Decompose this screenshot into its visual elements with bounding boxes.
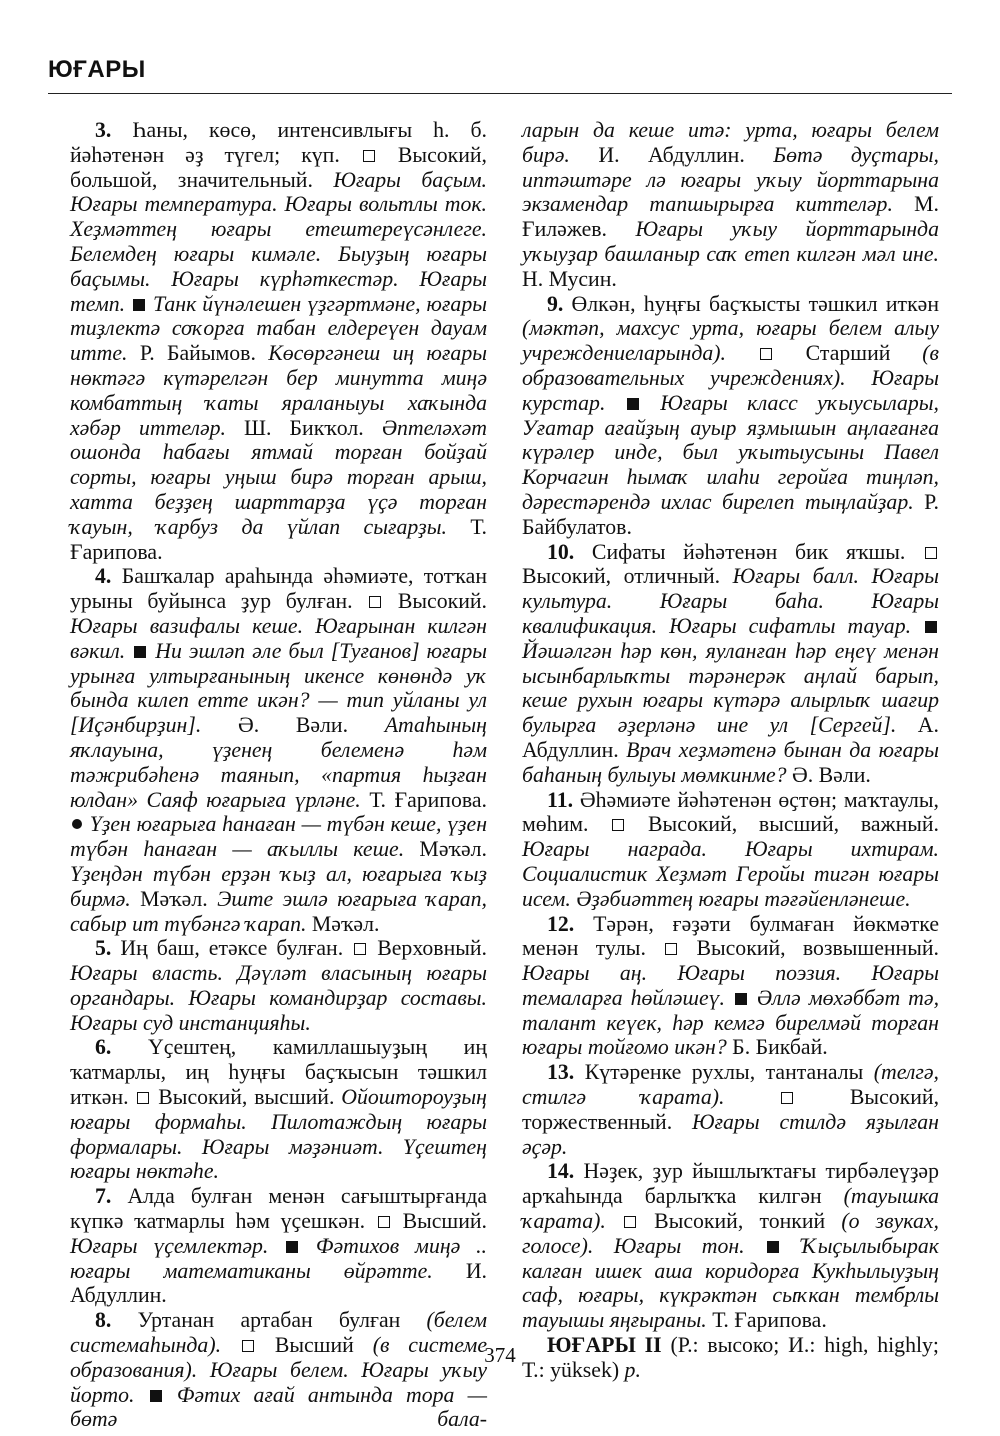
page-number: 374 — [484, 1343, 516, 1367]
dictionary-paragraph: 4. Башҡалар араһында әһәмиәте, тотҡан урыны буйынса ҙур булған. Высокий. Юғары вазифалы кеше. Юғарынан килгән вәкил. Ни эшләп әле был [Туғанов] юғары урынға ултырғанының икенсе көнөндә уҡ бында килеп етте икән? — тип уйланы ул [Иҫәнбирҙин]. Ә. Вәли. Атаһының яҡлауына, үҙенең белеменә һәм тәжрибәһенә таянып, «партия һыҙған юлдан» Саяф юғарыға үрләне. Т. Ғарипова. Үҙен юғарыға һанаған — түбән кеше, үҙен түбән һанаған — аҡыллы кеше. Мәҡәл. Үҙеңдән түбән ерҙән ҡыҙ ал, юғарыға ҡыҙ бирмә. Мәҡәл. Эште эшлә юғарыға ҡарап, сабыр ит түбәнгә ҡарап. Мәҡәл. — [70, 564, 488, 936]
square-icon — [624, 1216, 636, 1228]
dictionary-paragraph: ЮҒАРЫ II (Р.: высоко; И.: high, highly; Т.: yüksek) р. — [522, 1333, 939, 1382]
square-icon — [781, 1092, 793, 1104]
black-square-icon — [150, 1390, 162, 1402]
black-square-icon — [767, 1241, 779, 1253]
square-icon — [354, 943, 366, 955]
dictionary-paragraph: 10. Сифаты йәһәтенән бик яҡшы. Высокий, отличный. Юғары балл. Юғары культура. Юғары баһа. Юғары квалификация. Юғары сифатлы тауар. Йәшәлгән һәр көн, яуланған һәр еңеү менән ысынбарлыҡты тәрәнерәк аңлай барып, кеше рухын юғары күтәрә алырлыҡ шағир булырға әҙерләнә ине ул [Сергей]. А. Абдуллин. Врач хеҙмәтенә бынан да юғары баһаның булыуы мөмкинме? Ә. Вәли. — [522, 539, 940, 787]
square-icon — [363, 150, 375, 162]
dictionary-paragraph: 11. Әһәмиәте йәһәтенән өҫтөн; маҡтаулы, мөһим. Высокий, высший, важный. Юғары награда. Юғары ихтирам. Социалистик Хеҙмәт Геройы тигән юғары исем. Әҙәбиәттең юғары тәғәйенләнеше. — [522, 787, 939, 911]
dictionary-paragraph: 8. Уртанан артабан булған (белем системаһында). Высший (в системе образования). Юғары белем. Юғары уҡыу йорто. Фәтих ағай антында тора — бөтә бала- — [70, 1308, 487, 1432]
square-icon — [369, 596, 381, 608]
square-icon — [612, 819, 624, 831]
square-icon — [760, 348, 772, 360]
black-square-icon — [627, 398, 639, 410]
bullet-icon — [72, 819, 82, 829]
header-rule — [48, 93, 952, 94]
dictionary-paragraph: 9. Өлкән, һуңғы баҫҡысты тәшкил иткән (мәктәп, махсус урта, юғары белем алыу учреждениеларында). Старший (в образовательных учреждениях). Юғары курстар. Юғары класс уҡыусылары, Уғатар ағайҙың ауыр яҙмышын аңлағанға күрәлер инде, был уҡытыусыны Павел Корчагин һымаҡ илаһи геройға тиңләп, дәрестәрендә ихлас бирелеп тыңлайҙар. Р. Байбулатов. — [522, 291, 940, 539]
header-word: ЮҒАРЫ — [48, 56, 146, 83]
dictionary-paragraph: 3. Һаны, көсө, интенсивлығы һ. б. йәһәтенән әҙ түгел; күп. Высокий, большой, значительный. Юғары баҫым. Юғары температура. Юғары вольтлы ток. Хеҙмәттең юғары етештереүсәнлеге. Белемдең юғары кимәле. Быуҙың юғары баҫымы. Юғары күрһәткестәр. Юғары темп. Танк йүнәлешен үҙгәртмәне, юғары тиҙлектә соҡорға табан елдереүен дауам итте. Р. Байымов. Көсөргәнеш иң юғары нөктәгә күтәрелгән бер минутта миңә комбаттың ҡаты яраланыуы хаҡында хәбәр иттеләр. Ш. Бикҡол. Әптеләхәт ошонда һабағы ятмай торған бойҙай сорты, юғары уңыш бирә торған арыш, хатта беҙҙең шарттарҙа үҫә торған ҡауын, ҡарбуз да үйлап сығарҙы. Т. Ғарипова. — [70, 118, 488, 564]
black-square-icon — [133, 299, 145, 311]
black-square-icon — [286, 1241, 298, 1253]
dictionary-paragraph: 12. Тәрән, ғәҙәти булмаған йөкмәтке менән тулы. Высокий, возвышенный. Юғары аң. Юғары поэзия. Юғары темаларға һөйләшеү. Әллә мөхәббәт тә, талант кеүек, һәр кемгә бирелмәй торған юғары тойғомо икән? Б. Бикбай. — [522, 911, 940, 1060]
left-column — [70, 118, 487, 1432]
dictionary-paragraph: 14. Нәҙек, ҙур йышлыҡтағы тирбәлеүҙәр арҡаһында барлыҡҡа килгән (тауышка ҡарата). Высокий, тонкий (о звуках, голосе). Юғары тон. Ҡыҫылыбырак калған ишек аша коридорға Кукһылыуҙың саф, юғары, күкрәктән сыҡкан тембрлы тауышы яңғыраны. Т. Ғарипова. — [522, 1159, 939, 1333]
black-square-icon — [735, 993, 747, 1005]
right-column — [522, 118, 939, 1383]
dictionary-paragraph: 5. Иң баш, етәксе булған. Верховный. Юғары власть. Дәүләт власының юғары органдары. Юғары командирҙар составы. Юғары суд инстанцияһы. — [70, 936, 487, 1035]
dictionary-paragraph: 7. Алда булған менән сағыштырғанда күпкә ҡатмарлы һәм үҫешкән. Высший. Юғары үҫемлектәр. Фәтихов миңә .. юғары математиканы өйрәтте. И. Абдуллин. — [70, 1184, 488, 1308]
black-square-icon — [134, 646, 146, 658]
square-icon — [925, 547, 937, 559]
dictionary-paragraph: ларын да кеше итә: урта, юғары белем бирә. И. Абдуллин. Бөтә дуҫтары, иптәштәре лә юғары уҡыу йорттарына экзамендар тапшырырға киттеләр. М. Ғиләжев. Юғары уҡыу йорттарында уҡыуҙар башланыр саҡ етеп килгән мәл ине. Н. Мусин. — [522, 118, 940, 291]
square-icon — [137, 1092, 149, 1104]
dictionary-paragraph: 13. Күтәренке рухлы, тантаналы (телгә, стилгә ҡарата). Высокий, торжественный. Юғары стилдә яҙылған әҫәр. — [522, 1060, 940, 1159]
black-square-icon — [925, 621, 937, 633]
square-icon — [665, 943, 677, 955]
square-icon — [378, 1216, 390, 1228]
dictionary-paragraph: 6. Үҫештең, камиллашыуҙың иң ҡатмарлы, иң һуңғы баҫҡысын тәшкил иткән. Высокий, высший. Ойоштороуҙың юғары формаһы. Пилотаждың юғары формалары. Юғары мәҙәниәт. Үҫештең юғары нөктәһе. — [70, 1035, 487, 1184]
